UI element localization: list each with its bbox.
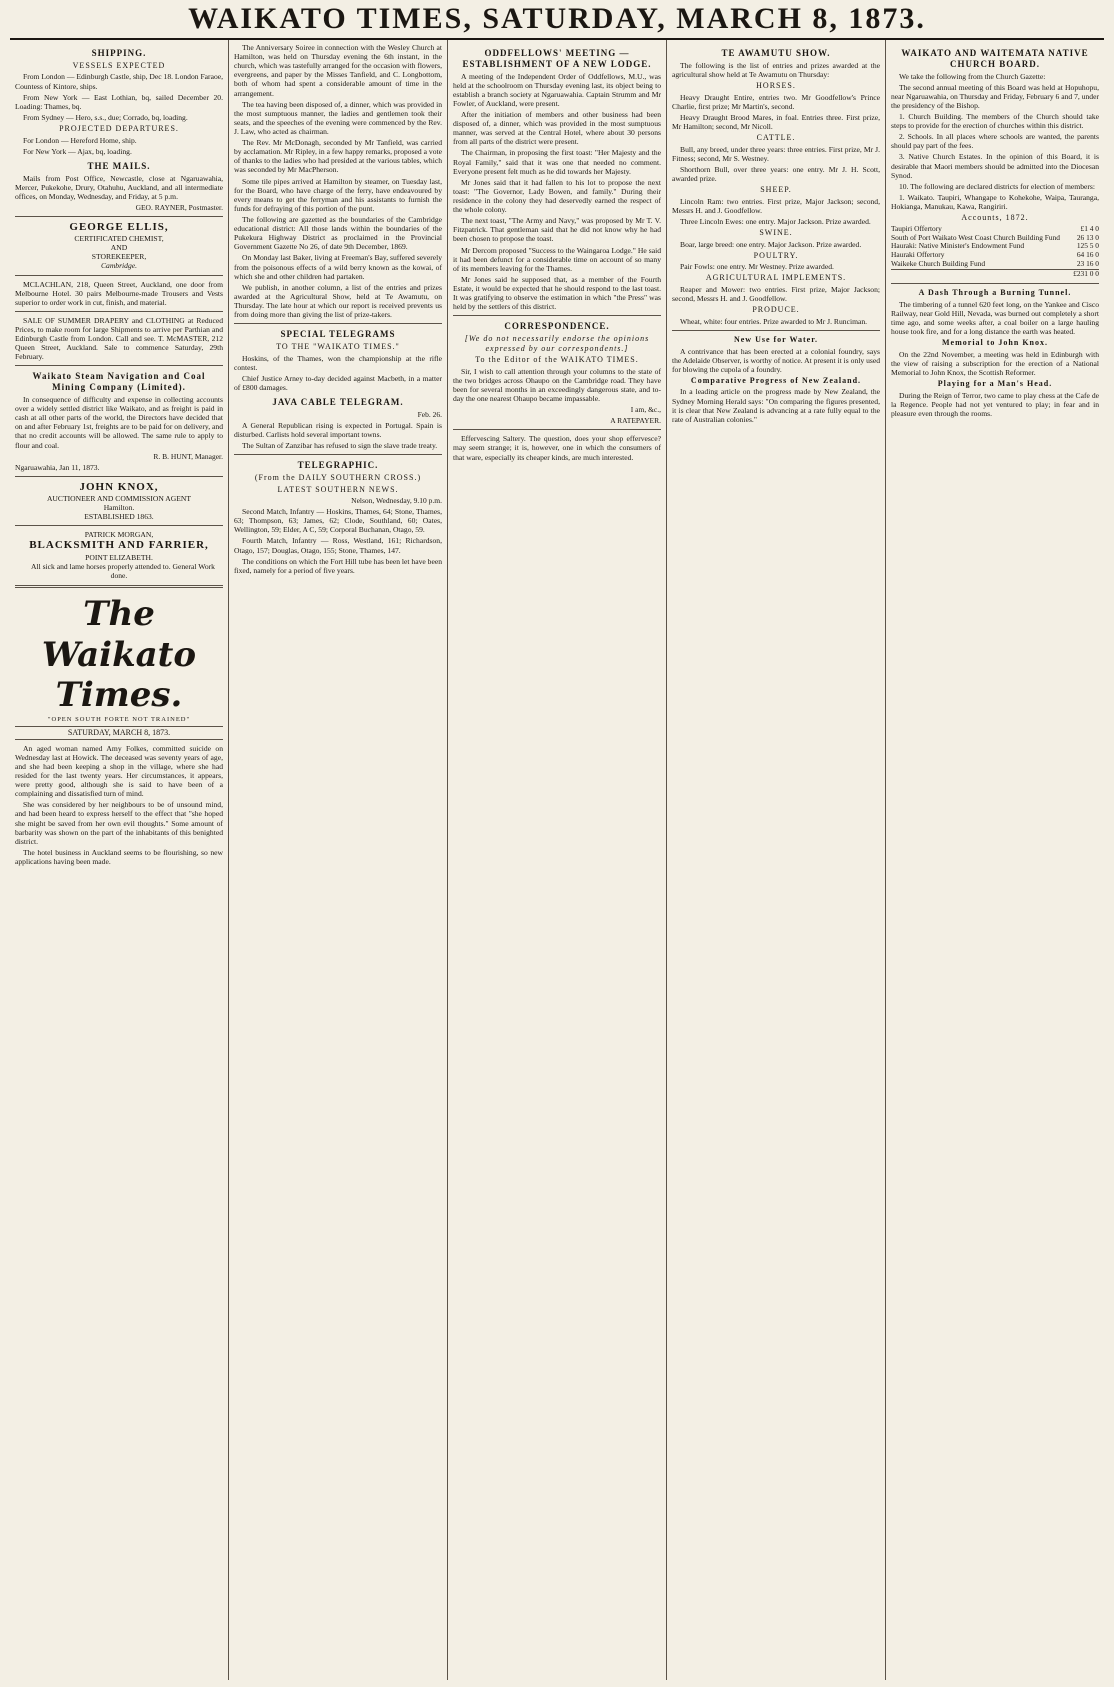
divider [15,476,223,477]
postmaster-signature: GEO. RAYNER, Postmaster. [135,202,223,212]
tunnel-heading: A Dash Through a Burning Tunnel. [918,287,1072,297]
church-board-heading: WAIKATO AND WAITEMATA NATIVE CHURCH BOARD. [901,48,1089,69]
morgan-place: POINT ELIZABETH. [85,552,153,562]
news-paragraph: The timbering of a tunnel 620 feet long, on the Yankee and Cisco Railway, near Gold Hill, Nevada, was burned out completely a short time ago, and some weeks after, a coal boiler on a large hauling house took fire, and for a long distance the earth was heated. [891,299,1099,336]
accounts-label: Waikeke Church Building Fund [891,259,986,269]
ellis-advert [15,221,223,271]
news-paragraph: 3. Native Church Estates. In the opinion of this Board, it is desirable that Maori members should be admitted into the Diocesan Synod. [891,152,1099,180]
news-paragraph: After the initiation of members and other business had been disposed of, a dinner, which was provided in the most sumptuous manner, was served at the Central Hotel, where about 30 persons from all parts of the district were present. [453,110,661,147]
news-paragraph: The Chairman, in proposing the first toast: "Her Majesty and the Royal Family," said that it was one that needed no comment. Everyone present felt much as he did towards her Majesty. [453,148,661,176]
show-entry: Shorthorn Bull, over three years: one entry. Mr J. H. Scott, awarded prize. [672,164,880,183]
steam-company-heading: Waikato Steam Navigation and Coal Mining Company (Limited). [32,371,206,393]
vessels-expected-heading: VESSELS EXPECTED [72,60,166,70]
mails-heading: THE MAILS. [87,160,151,171]
news-paragraph: The Rev. Mr McDonagh, seconded by Mr Tanfield, was carried by acclamation. Mr Ripley, in a few happy remarks, proposed a vote of thanks to the ladies who had presided at the various tables, which was seconded by Mr MacPherson. [234,138,442,175]
accounts-total-row [891,269,1099,279]
correspondence-heading: CORRESPONDENCE. [504,321,610,332]
news-paragraph: On Monday last Baker, living at Freeman's Bay, suffered severely from the poisonous effects of a wild berry known as the kowai, of which she and other children had partaken. [234,253,442,281]
swine-heading: SWINE. [759,228,793,237]
divider [453,315,661,316]
water-heading: New Use for Water. [733,334,819,344]
telegram-item: Fourth Match, Infantry — Ross, Westland, 161; Richardson, Otago, 157; Douglas, Otago, 155; Stone, Thames, 147. [234,536,442,555]
telegram-item: A General Republican rising is expected in Portugal. Spain is disturbed. Carlists hold several important towns. [234,420,442,439]
morgan-advert [15,530,223,580]
show-entry: Pair Fowls: one entry. Mr Westney. Prize awarded. [680,262,834,272]
produce-heading: PRODUCE. [752,305,800,315]
accounts-label: South of Port Waikato West Coast Church Building Fund [891,232,1060,242]
lead-paragraph: An aged woman named Amy Folkes, committed suicide on Wednesday last at Howick. The deceased was seventy years of age, and she had been keeping a shop in the village, where she had resided for the last twenty years. Her circumstances, it appears, were pretty good, although she is said to have been of a complaining and dissatisfied turn of mind. [15,743,223,799]
news-paragraph: The next toast, "The Army and Navy," was proposed by Mr T. V. Fitzpatrick. That gentleman said that he did not know why he had been chosen to propose the toast. [453,216,661,244]
telegram-item: The conditions on which the Fort Hill tube has been let have been fixed, namely for a period of five years. [234,556,442,575]
accounts-amount: £1 4 0 [1080,223,1099,233]
latest-news-heading: LATEST SOUTHERN NEWS. [277,484,399,494]
news-paragraph: In a leading article on the progress made by New Zealand, the Sydney Morning Herald says: "On comparing the figures presented, it is clear that New Zealand is advancing at a rate fully equal to the rate of Australian colonies." [672,387,880,424]
sheep-heading: SHEEP. [760,185,792,195]
divider [234,454,442,455]
news-paragraph: We publish, in another column, a list of the entries and prizes awarded at the Agricultural Show, held at Te Awamutu, on Thursday. The late hour at which our report is received prevents us from doing more than giving the list of prize-takers. [234,282,442,320]
special-telegrams-subheading: TO THE "WAIKATO TIMES." [276,341,400,351]
knox-advert [15,481,223,522]
accounts-heading: Accounts, 1872. [961,213,1029,223]
masthead: WAIKATO TIMES, SATURDAY, MARCH 8, 1873. [10,0,1104,40]
news-paragraph: During the Reign of Terror, two came to play chess at the Cafe de la Regence. People had not yet ventured to play; in fear and in pleasure even through the rooms. [891,390,1099,418]
news-paragraph: Mr Jones said he supposed that, as a member of the Fourth Estate, it would be expected that he should respond to the last toast. It was gratifying to observe the estimation in which "the Press" was held by the settlers of this district. [453,274,661,312]
news-paragraph: The following are gazetted as the boundaries of the Cambridge educational district: All those lands within the boundaries of the Pukekura Highway District as proclaimed in the Provincial Government Gazette No 26, of date 9th December, 1869. [234,214,442,252]
show-entry: Reaper and Mower: two entries. First prize, Major Jackson; second, Messrs H. and J. Goodfellow. [672,285,880,304]
accounts-amount: 125 5 0 [1076,241,1099,251]
knox-title: AUCTIONEER AND COMMISSION AGENT [46,493,192,503]
accounts-total: £231 0 0 [1073,269,1099,279]
correspondence-salutation: To the Editor of the WAIKATO TIMES. [475,355,639,365]
mclachlan-advert: MCLACHLAN, 218, Queen Street, Auckland, one door from Melbourne Hotel. 30 pairs Melbourne-made Trousers and Vests superior to order work in cut, finish, and material. [15,279,223,307]
show-heading: TE AWAMUTU SHOW. [721,48,831,58]
show-entry: Three Lincoln Ewes: one entry. Major Jackson. Prize awarded. [680,216,871,226]
correspondence-note: [We do not necessarily endorse the opinions expressed by our correspondents.] [464,334,650,353]
show-intro: The following is the list of entries and prizes awarded at the agricultural show held at Te Awamutu on Thursday: [672,60,880,79]
letter-signature: A RATEPAYER. [610,416,661,426]
accounts-label: Hauraki: Native Minister's Endowment Fund [891,241,1025,251]
column-3 [447,40,666,1680]
steam-company-date: Ngaruawahia, Jan 11, 1873. [15,462,100,472]
shipping-item: From Sydney — Hero, s.s., due; Corrado, bq, loading. [23,112,188,122]
chess-heading: Playing for a Man's Head. [937,378,1053,388]
steam-company-signature: R. B. HUNT, Manager. [153,451,223,461]
show-entry: Wheat, white: four entries. Prize awarded to Mr J. Runciman. [680,316,868,326]
paper-date: SATURDAY, MARCH 8, 1873. [15,726,223,740]
accounts-label: Hauraki Offertory [891,250,945,260]
divider [891,283,1099,284]
column-5 [885,40,1104,1680]
accounts-amount: 23 16 0 [1076,259,1099,269]
columns [10,40,1104,1680]
column-1 [10,40,228,1680]
morgan-name: PATRICK MORGAN, [84,530,154,540]
letter-closing: I am, &c., [630,405,661,415]
poultry-heading: POULTRY. [753,250,799,260]
news-paragraph: A contrivance that has been erected at a colonial foundry, says the Adelaide Observer, is worthy of notice. At present it is only used for blowing the cupola of a foundry. [672,346,880,374]
lead-paragraph: The hotel business in Auckland seems to be flourishing, so new applications having been made. [15,847,223,866]
telegram-item: Hoskins, of the Thames, won the championship at the rifle contest. [234,353,442,372]
news-paragraph: 1. Church Building. The members of the Church should take steps to provide for the erection of churches within this district. [891,112,1099,131]
oddfellows-heading: ODDFELLOWS' MEETING — ESTABLISHMENT OF A NEW LODGE. [462,48,652,69]
news-paragraph: The second annual meeting of this Board was held at Hopuhopu, near Ngaruawahia, on Thursday and Friday, February 6 and 7, under the presidency of the Bishop. [891,82,1099,110]
show-entry: Heavy Draught Entire, entries two. Mr Goodfellow's Prince Charlie, first prize; Mr Martin's, second. [672,92,880,111]
telegraphic-heading: TELEGRAPHIC. [297,460,379,471]
news-paragraph: 10. The following are declared districts for election of members: [899,181,1095,191]
divider [15,275,223,276]
java-cable-heading: JAVA CABLE TELEGRAM. [272,397,404,407]
news-paragraph: Some tile pipes arrived at Hamilton by steamer, on Tuesday last, for the Board, who have charge of the ferry, have endeavoured by every means to get the ferryman and his assistants to furnish the funds for defraying of this portion of the punt. [234,176,442,213]
ellis-and: AND [110,243,128,253]
telegram-item: Chief Justice Arney to-day decided against Macbeth, in a matter of £800 damages. [234,373,442,392]
steam-company-text: In consequence of difficulty and expense in collecting accounts over a widely settled district like Waikato, and as freight is paid in cash at all other parts of the world, the Directors have decided that on and after February 1st, freights are to be paid for on delivery, and that no credit accounts will be allowed. The same rule to apply to flour and coal. [15,394,223,450]
column-4 [666,40,885,1680]
divider [15,585,223,588]
news-paragraph: A meeting of the Independent Order of Oddfellows, M.U., was held at the schoolroom on Thursday evening last, its object being to establish a branch society at Ngaruawahia. Captain Strumm and Mr Fowler, of Auckland, were present. [453,71,661,108]
divider [15,365,223,366]
news-paragraph: We take the following from the Church Gazette: [899,71,1046,81]
letter-text: Sir, I wish to call attention through your columns to the state of the two bridges across Ohaupo on the Cambridge road. They have been for several months in an exceedingly dangerous state, and to-day the one nearest Ohaupo became impassable. [453,366,661,404]
special-telegrams-heading: SPECIAL TELEGRAMS [280,329,396,340]
knox-established: ESTABLISHED 1863. [84,512,154,522]
paper-title: The Waikato Times. [41,593,197,716]
divider [672,330,880,331]
java-cable-date: Feb. 26. [417,409,442,419]
departure-item: For London — Hereford Home, ship. [23,135,137,145]
show-entry: Heavy Draught Brood Mares, in foal. Entries three. First prize, Mr Hamilton; second, Mr Nicoll. [672,112,880,131]
ellis-store: STOREKEEPER, [91,252,147,262]
departure-item: For New York — Ajax, bq, loading. [23,146,132,156]
departures-heading: PROJECTED DEPARTURES. [59,123,179,133]
accounts-row [891,260,1099,269]
ellis-name: GEORGE ELLIS, [69,220,169,233]
divider [15,525,223,526]
shipping-item: From New York — East Lothian, bq, sailed December 20. Loading: Thames, bq. [15,92,223,111]
column-2 [228,40,447,1680]
divider [234,323,442,324]
lead-paragraph: She was considered by her neighbours to be of unsound mind, and had been heard to express herself to the effect that "she hoped she might be saved from her own evil thoughts." Some amount of barbarity was shown on the part of the inhabitants of this benighted district. [15,800,223,846]
show-entry: Lincoln Ram: two entries. First prize, Major Jackson; second, Messrs H. and J. Goodfellow. [672,196,880,215]
latest-news-dateline: Nelson, Wednesday, 9.10 p.m. [351,496,442,506]
accounts-table [891,225,1099,279]
horses-heading: HORSES. [756,81,796,91]
ellis-title: CERTIFICATED CHEMIST, [74,234,164,244]
show-entry: Bull, any breed, under three years: three entries. First prize, Mr J. Fitness; second, Mr S. Westney. [672,144,880,163]
show-entry: Boar, large breed: one entry. Major Jackson. Prize awarded. [680,239,862,249]
cattle-heading: CATTLE. [756,133,796,143]
accounts-amount: 64 16 0 [1076,250,1099,260]
accounts-label: Taupiri Offertory [891,223,942,233]
shipping-heading: SHIPPING. [91,48,147,58]
morgan-title: BLACKSMITH AND FARRIER, [29,539,209,552]
accounts-amount: 26 13 0 [1076,232,1099,242]
morgan-text: All sick and lame horses properly attended to. General Work done. [31,561,215,580]
telegram-item: Second Match, Infantry — Hoskins, Thames, 64; Stone, Thames, 63; Thompson, 63; James, 62; Clode, Southland, 60; Oates, Wellington, 59; Elder, A C, 59; Corporal Buchanan, Otago, 59. [234,507,442,535]
paper-motto: "OPEN SOUTH FORTE NOT TRAINED" [47,716,191,724]
news-paragraph: Mr Dercom proposed "Success to the Waingaroa Lodge." He said it had been defunct for a considerable time on account of so many of its members leaving for the Thames. [453,245,661,273]
divider [15,311,223,312]
news-paragraph: The Anniversary Soiree in connection with the Wesley Church at Hamilton, was held on Thursday evening the 6th instant, in the church, which was tastefully arranged for the occasion with flowers, evergreens, and paper by the Misses Tanfield, and C. Longbottom, both of whom had spent a considerable amount of time in the arrangement. [234,43,442,98]
knox-name: JOHN KNOX, [79,480,159,493]
telegraphic-subheading: (From the DAILY SOUTHERN CROSS.) [254,472,422,482]
divider [15,216,223,217]
memorial-heading: Memorial to John Knox. [942,338,1048,347]
news-paragraph: 1. Waikato. Taupiri, Whangape to Kohekohe, Waipa, Tauranga, Hokianga, Manukau, Kawa, Rangiriri. [891,192,1099,212]
divider [453,429,661,430]
news-paragraph: 2. Schools. In all places where schools are wanted, the parents should pay part of the fees. [891,132,1099,151]
implements-heading: AGRICULTURAL IMPLEMENTS. [705,273,847,283]
news-paragraph: On the 22nd November, a meeting was held in Edinburgh with the view of raising a subscription for the erection of a National Memorial to John Knox, the Scottish Reformer. [891,349,1099,377]
ellis-place: Cambridge. [100,261,138,271]
mails-text: Mails from Post Office, Newcastle, close at Ngaruawahia, Mercer, Pukekohe, Drury, Otahuhu, Auckland, and all intermediate offices, on Monday, Wednesday, and Friday, at 5 p.m. [15,173,223,201]
sale-advert: SALE OF SUMMER DRAPERY and CLOTHING at Reduced Prices, to make room for large Shipments to arrive per Parthian and Edinburgh Castle from London. Call and see. T. McMASTER, 212 Queen Street, Auckland. Sale to commence Saturday, 29th February. [15,315,223,362]
comparative-heading: Comparative Progress of New Zealand. [690,375,862,385]
news-paragraph: Effervescing Saltery. The question, does your shop effervesce? may seem strange; it is, however, one in which the consumers of that ware, especially its cheaper kinds, are much interested. [453,434,661,462]
news-paragraph: Mr Jones said that it had fallen to his lot to propose the next toast: "The Governor, Lady Bowen, and family." During their residence in the colony they had deservedly earned the respect of the whole colony. [453,177,661,215]
knox-place: Hamilton. [103,503,135,513]
shipping-item: From London — Edinburgh Castle, ship, Dec 18. London Faraoe, Countess of Kintore, ships. [15,72,224,91]
news-paragraph: The tea having been disposed of, a dinner, which was provided in the most sumptuous manner, the ladies and gentlemen took their seats, and the speeches of the evening were commenced by the Rev. J. Law, who acted as chairman. [234,99,442,136]
telegram-item: The Sultan of Zanzibar has refused to sign the slave trade treaty. [242,441,438,451]
